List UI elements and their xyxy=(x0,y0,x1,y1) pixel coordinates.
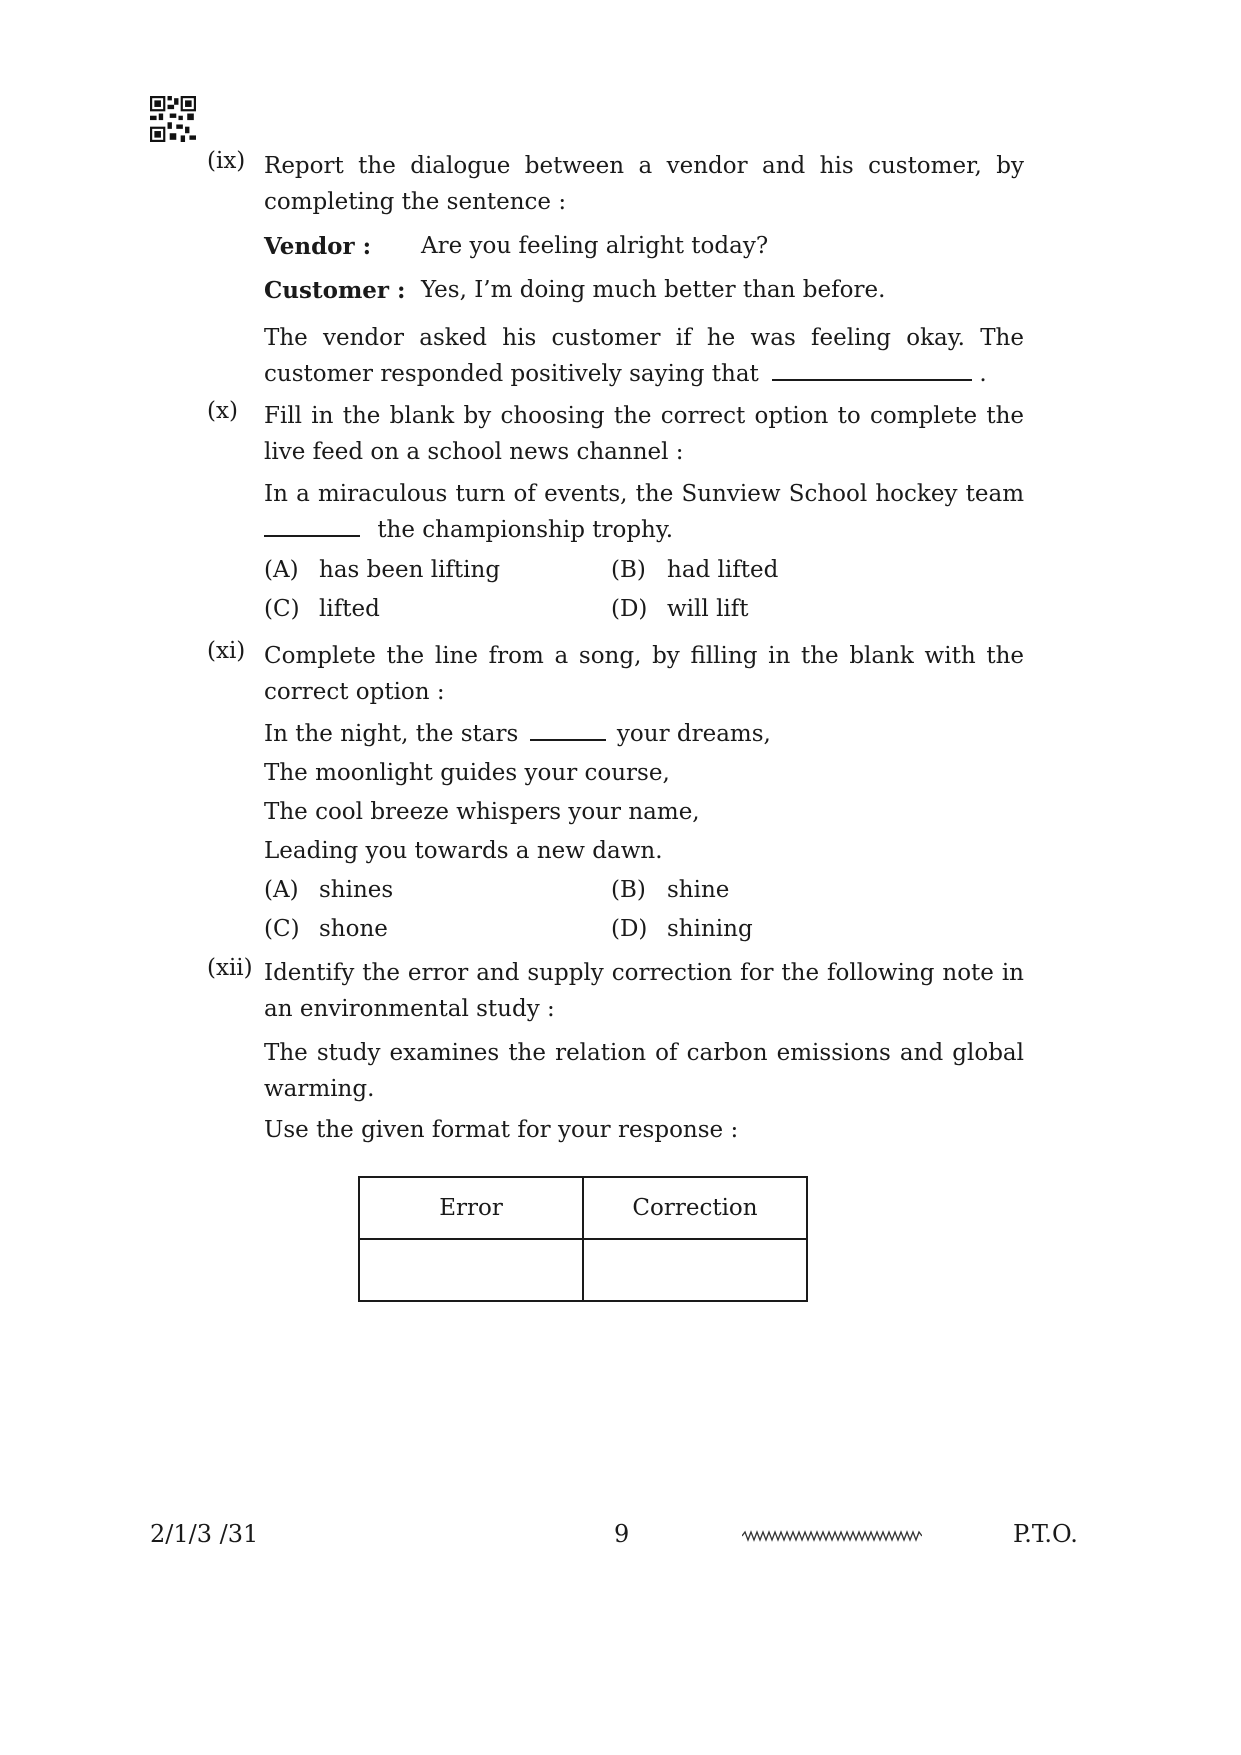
dialogue-vendor xyxy=(264,233,371,260)
option-label: (D) xyxy=(611,916,648,942)
option-text[interactable]: has been lifting xyxy=(319,557,501,583)
question-ix-para-line2 xyxy=(264,356,1024,392)
table-header-error: Error xyxy=(359,1177,583,1239)
question-x-prompt-line2: live feed on a school news channel : xyxy=(264,439,684,465)
option-label: (A) xyxy=(264,557,299,583)
question-xii-note-line2: warming. xyxy=(264,1076,375,1102)
question-xii-number: (xii) xyxy=(207,955,253,981)
paper-code: 2/1/3 /31 xyxy=(150,1520,259,1548)
question-xi-prompt-line2: correct option : xyxy=(264,679,445,705)
question-x-number: (x) xyxy=(207,398,238,424)
question-x-prompt-line1: Fill in the blank by choosing the correct option to complete the xyxy=(264,403,1024,429)
table-row xyxy=(359,1239,807,1301)
dialogue-customer xyxy=(264,277,406,304)
question-xi-prompt xyxy=(264,638,1024,710)
question-x-sentence-line2: the championship trophy. xyxy=(377,517,674,543)
question-xii-prompt xyxy=(264,955,1024,1027)
song-line-1-a: In the night, the stars xyxy=(264,721,519,747)
song-line-1-b: your dreams, xyxy=(616,721,771,747)
customer-label: Customer : xyxy=(264,277,406,304)
question-xii-note-line1: The study examines the relation of carbon emissions and global xyxy=(264,1040,1024,1066)
question-ix-prompt-line2: completing the sentence : xyxy=(264,189,567,215)
response-table xyxy=(358,1176,808,1302)
pto-label: P.T.O. xyxy=(1013,1520,1078,1548)
question-ix-para-line1: The vendor asked his customer if he was feeling okay. The xyxy=(264,325,1024,351)
customer-line: Yes, I’m doing much better than before. xyxy=(421,277,886,303)
question-xii-note xyxy=(264,1035,1024,1107)
question-ix-prompt-line1: Report the dialogue between a vendor and his customer, by xyxy=(264,153,1024,179)
option-label: (C) xyxy=(264,916,300,942)
correction-answer-cell[interactable] xyxy=(583,1239,807,1301)
page-number: 9 xyxy=(614,1520,630,1548)
option-label: (B) xyxy=(611,557,646,583)
answer-blank[interactable] xyxy=(264,530,360,537)
answer-blank[interactable] xyxy=(772,374,972,381)
question-xi-prompt-line1: Complete the line from a song, by filling in the blank with the xyxy=(264,643,1024,669)
option-label: (A) xyxy=(264,877,299,903)
question-xii-prompt-line2: an environmental study : xyxy=(264,996,555,1022)
option-text[interactable]: shone xyxy=(319,916,388,942)
option-text[interactable]: lifted xyxy=(319,596,380,622)
qr-code-icon xyxy=(150,96,196,142)
song-line-1 xyxy=(264,721,771,747)
option-text[interactable]: shines xyxy=(319,877,394,903)
question-x-prompt xyxy=(264,398,1024,470)
option-label: (C) xyxy=(264,596,300,622)
option-text[interactable]: will lift xyxy=(667,596,749,622)
question-ix-prompt xyxy=(264,148,1024,220)
option-label: (D) xyxy=(611,596,648,622)
option-text[interactable]: shining xyxy=(667,916,753,942)
question-ix-para-end: . xyxy=(979,361,987,387)
song-line-4: Leading you towards a new dawn. xyxy=(264,838,663,864)
wavy-line-icon xyxy=(742,1529,922,1543)
option-text[interactable]: shine xyxy=(667,877,730,903)
question-xii-format-text: Use the given format for your response : xyxy=(264,1117,739,1143)
option-text[interactable]: had lifted xyxy=(667,557,779,583)
question-ix-para-line2-text: customer responded positively saying that xyxy=(264,361,759,387)
error-answer-cell[interactable] xyxy=(359,1239,583,1301)
song-line-2: The moonlight guides your course, xyxy=(264,760,670,786)
answer-blank[interactable] xyxy=(530,734,606,741)
question-xi-number: (xi) xyxy=(207,638,246,664)
question-xii-prompt-line1: Identify the error and supply correction for the following note in xyxy=(264,960,1024,986)
option-label: (B) xyxy=(611,877,646,903)
vendor-label: Vendor : xyxy=(264,233,372,260)
vendor-line: Are you feeling alright today? xyxy=(421,233,769,259)
song-line-3: The cool breeze whispers your name, xyxy=(264,799,700,825)
question-ix-paragraph xyxy=(264,320,1024,392)
question-ix-number: (ix) xyxy=(207,148,246,174)
table-header-row xyxy=(359,1177,807,1239)
table-header-correction: Correction xyxy=(583,1177,807,1239)
question-x-sentence xyxy=(264,476,1024,548)
question-x-sentence-line1: In a miraculous turn of events, the Sunview School hockey team xyxy=(264,481,1024,507)
